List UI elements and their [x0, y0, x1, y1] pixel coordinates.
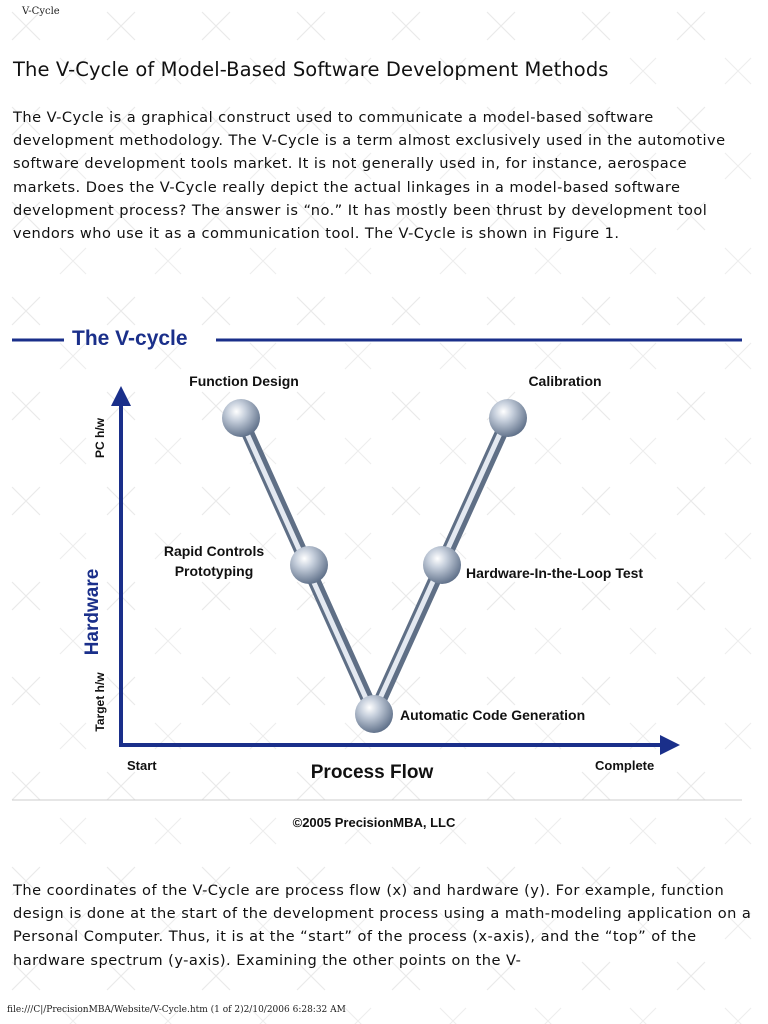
- label-code-generation: Automatic Code Generation: [400, 707, 586, 723]
- intro-paragraph: The V-Cycle is a graphical construct used to communicate a model-based software development methodology. The V-Cycle is a term almost exclusively used in the automotive software development tools market. It is not generally used in, for instance, aerospace markets. Does the V-Cycle really depict the actual linkages in a model-based software development process? The answer is “no.” It has mostly been thrust by development tool vendors who use it as a communication tool. The V-Cycle is shown in Figure 1.: [13, 109, 726, 243]
- x-axis-label: Process Flow: [310, 762, 434, 783]
- figure-title: The V-cycle: [72, 327, 188, 350]
- v-cycle-diagram: [0, 312, 768, 842]
- label-function-design: Function Design: [189, 373, 299, 389]
- node-hil-test: [423, 546, 461, 584]
- y-tick-top: PC h/w: [93, 417, 107, 459]
- page-title: The V-Cycle of Model-Based Software Development Methods: [13, 58, 609, 81]
- v-cycle-figure: [0, 312, 768, 842]
- label-calibration: Calibration: [528, 373, 602, 389]
- x-axis-arrow: [660, 735, 680, 755]
- y-axis-arrow: [111, 386, 131, 406]
- header-tag: V-Cycle: [22, 6, 60, 17]
- label-rapid-line1: Rapid Controls: [163, 543, 265, 559]
- figure-copyright: ©2005 PrecisionMBA, LLC: [292, 815, 456, 830]
- coordinates-paragraph: The coordinates of the V-Cycle are process flow (x) and hardware (y). For example, function design is done at the start of the development process using a math-modeling application on a Personal Computer. Thus, it is at the “start” of the process (x-axis), and the “top” of the hardware spectrum (y-axis). Examining the other points on the V-: [13, 882, 752, 969]
- y-tick-bottom: Target h/w: [93, 672, 107, 732]
- x-tick-start: Start: [127, 758, 157, 773]
- node-function-design: [222, 399, 260, 437]
- label-hil-test: Hardware-In-the-Loop Test: [466, 565, 644, 581]
- label-rapid-line2: Prototyping: [174, 563, 254, 579]
- x-tick-end: Complete: [595, 758, 655, 773]
- y-axis-label: Hardware: [82, 568, 103, 656]
- node-rapid-prototyping: [290, 546, 328, 584]
- node-calibration: [489, 399, 527, 437]
- footer-file-path: file:///C|/PrecisionMBA/Website/V-Cycle.htm (1 of 2)2/10/2006 6:28:32 AM: [7, 1005, 346, 1015]
- node-code-generation: [355, 695, 393, 733]
